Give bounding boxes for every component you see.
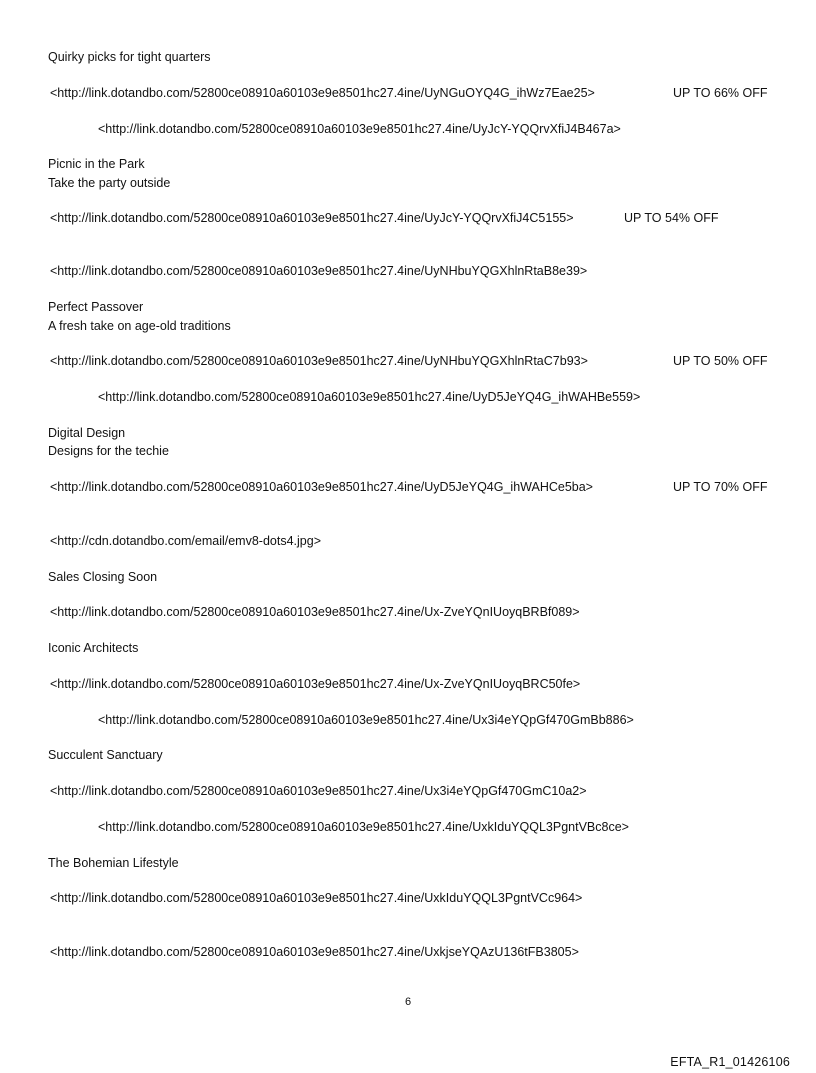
section-subtitle: Take the party outside bbox=[48, 176, 171, 190]
section-title: Perfect Passover bbox=[48, 300, 144, 314]
section-subtitle: A fresh take on age-old traditions bbox=[48, 319, 231, 333]
image-link[interactable]: <http://link.dotandbo.com/52800ce08910a60103e9e8501hc27.4ine/UyJcY-YQQrvXfiJ4B467a> bbox=[98, 122, 621, 136]
section-title: Quirky picks for tight quarters bbox=[48, 50, 211, 64]
promo-link[interactable]: <http://link.dotandbo.com/52800ce08910a60103e9e8501hc27.4ine/Ux-ZveYQnIUoyqBRC50fe> bbox=[50, 677, 581, 691]
section-title: Picnic in the Park bbox=[48, 157, 145, 171]
promo-link[interactable]: <http://link.dotandbo.com/52800ce08910a60103e9e8501hc27.4ine/UxkIduYQQL3PgntVCc964> bbox=[50, 891, 583, 905]
promo-link[interactable]: <http://link.dotandbo.com/52800ce08910a60103e9e8501hc27.4ine/UyNGuOYQ4G_ihWz7Eae25> bbox=[50, 86, 595, 100]
section-title: Digital Design bbox=[48, 426, 126, 440]
promo-link[interactable]: <http://link.dotandbo.com/52800ce08910a60103e9e8501hc27.4ine/UyJcY-YQQrvXfiJ4C5155> bbox=[50, 211, 574, 225]
discount-label: UP TO 50% OFF bbox=[673, 354, 768, 368]
page-number: 6 bbox=[404, 996, 412, 1008]
promo-link[interactable]: <http://link.dotandbo.com/52800ce08910a60103e9e8501hc27.4ine/Ux3i4eYQpGf470GmC10a2> bbox=[50, 784, 587, 798]
image-link[interactable]: <http://link.dotandbo.com/52800ce08910a60103e9e8501hc27.4ine/UyNHbuYQGXhlnRtaB8e39> bbox=[50, 264, 588, 278]
image-link[interactable]: <http://link.dotandbo.com/52800ce08910a60103e9e8501hc27.4ine/Ux3i4eYQpGf470GmBb886> bbox=[98, 713, 634, 727]
promo-link[interactable]: <http://link.dotandbo.com/52800ce08910a60103e9e8501hc27.4ine/UyD5JeYQ4G_ihWAHCe5ba> bbox=[50, 480, 593, 494]
bates-number: EFTA_R1_01426106 bbox=[670, 1055, 790, 1069]
promo-link[interactable]: <http://link.dotandbo.com/52800ce08910a60103e9e8501hc27.4ine/UyNHbuYQGXhlnRtaC7b93> bbox=[50, 354, 588, 368]
section-heading: Sales Closing Soon bbox=[48, 570, 158, 584]
section-subtitle: Designs for the techie bbox=[48, 444, 169, 458]
image-link[interactable]: <http://link.dotandbo.com/52800ce08910a60103e9e8501hc27.4ine/UxkIduYQQL3PgntVBc8ce> bbox=[98, 820, 629, 834]
section-title: The Bohemian Lifestyle bbox=[48, 856, 179, 870]
image-link[interactable]: <http://link.dotandbo.com/52800ce08910a60103e9e8501hc27.4ine/UyD5JeYQ4G_ihWAHBe559> bbox=[98, 390, 641, 404]
promo-link[interactable]: <http://link.dotandbo.com/52800ce08910a60103e9e8501hc27.4ine/Ux-ZveYQnIUoyqBRBf089> bbox=[50, 605, 580, 619]
discount-label: UP TO 54% OFF bbox=[624, 211, 719, 225]
discount-label: UP TO 70% OFF bbox=[673, 480, 768, 494]
image-link[interactable]: <http://link.dotandbo.com/52800ce08910a60103e9e8501hc27.4ine/UxkjseYQAzU136tFB3805> bbox=[50, 945, 579, 959]
image-link[interactable]: <http://cdn.dotandbo.com/email/emv8-dots4.jpg> bbox=[50, 534, 321, 548]
section-title: Iconic Architects bbox=[48, 641, 139, 655]
discount-label: UP TO 66% OFF bbox=[673, 86, 768, 100]
section-title: Succulent Sanctuary bbox=[48, 748, 163, 762]
